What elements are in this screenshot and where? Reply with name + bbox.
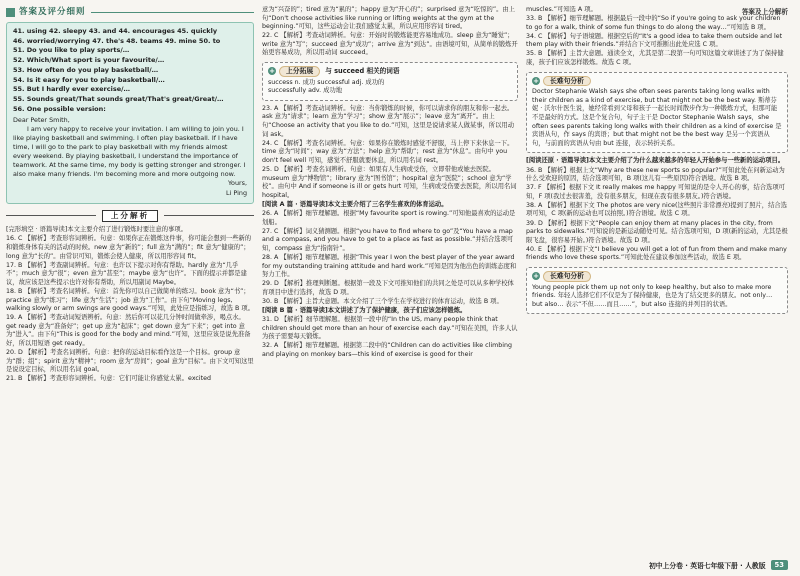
answer-line: 55. But I hardly ever exercise/… (13, 85, 130, 94)
long-sentence-box (526, 72, 788, 154)
analysis-item: 31. D 【解析】细节理解题。根据第一段中的“In the US, many people think that children should get more than an hour of exercise each day.”可知在美国，许多人认为孩子需要每天锻炼。 (262, 316, 518, 341)
analysis-item: 26. A 【解析】细节理解题。根据“My favourite sport is rowing.”可知他最喜欢的运动是划船。 (262, 209, 516, 226)
analysis-item: 34. C 【解析】句子语境题。根据空后的“It's a good idea to take them outside and let them play with their friends.”并结合下文可推断出此处应选 C 项。 (526, 32, 783, 49)
analysis-item: 32. A 【解析】细节理解题。根据第二段中的“Children can do activities like climbing and playing on monkey bars—this kind of exercise is good for their (262, 342, 513, 358)
plus-icon: + (269, 67, 275, 76)
analysis-item: 37. F 【解析】根据下文 It really makes me happy 可知说的是令人开心的事，结合选项可知，F 项(我过去很害羞，没有很多朋友，但现在我有很多朋友。)符合语境。 (526, 184, 785, 200)
analysis-item: 38. A 【解析】根据下文 The photos are very nice(这些照片非常漂亮)提到了照片，结合选项可知，C 项(新的运动也可以拍照。)符合语境。故选 C 项。 (526, 201, 787, 218)
answer-line: 51. Do you like to play sports/… (13, 46, 130, 55)
reading-intro: [阅读还原 · 语篇导读]本文主要介绍了为什么越来越多的年轻人开始参与一些新的运动项目。 (526, 157, 785, 165)
analysis-section-title: 上分解析 (102, 210, 158, 223)
analysis-item: [完形填空 · 语篇导读]本文主要介绍了进行锻炼时要注意的事项。 (6, 226, 187, 234)
plus-icon: + (533, 76, 539, 85)
answer-line: 56. One possible version: (13, 104, 106, 113)
analysis-item: 18. B 【解析】考查名词辨析。句意：首先你可以自己做简单的练习。book 意为“书”；practice 意为“练习”；life 意为“生活”；job 意为“工作”。由下句“Moving legs, walking slowly or arm swings are good ways.”可知，此处应是指练习，故选 B 项。 (6, 287, 254, 313)
reading-intro: [阅读 A 篇 · 语篇导读]本文主要介绍了三名学生喜欢的体育运动。 (262, 200, 448, 208)
tip-header (532, 76, 782, 87)
analysis-item: 意为“兴奋的”；tired 意为“累的”；happy 意为“开心的”；surprised 意为“吃惊的”。由上句“Don't choose activities like running or lifting weights at the gym at the beginning.”可知，这些运动会让我们感觉太累，所以应用形容词 tired。 (262, 6, 515, 31)
letter-body: I am very happy to receive your invitation. I am willing to join you. I like playing basketball and swimming. I often play basketball. If I have time, I will go to the park to play basketball with my friends almost every weekend. By playing basketball, I understand the importance of teamwork. At the same time, my body is getting stronger and stronger. I also make many friends. I'm becoming more and more outgoing now. (13, 124, 246, 179)
tip-title: 上分拓展 (279, 66, 320, 77)
divider (91, 12, 254, 13)
tip-header (532, 271, 782, 282)
analysis-item: 28. A 【解析】细节理解题。根据“This year I won the best player of the year award for my outstanding training attitude and hard work.”可知是因为他出色的训练态度和努力工作。 (262, 253, 517, 279)
letter-closing: Yours, (227, 179, 247, 188)
analysis-item: muscles.”可知选 A 项。 (526, 6, 597, 13)
section-marker-icon (6, 8, 15, 17)
answer-section-title: 答案及评分细则 (19, 7, 86, 18)
analysis-item: 25. D 【解析】考查名词辨析。句意：如果有人生病或受伤，立即带他或她去医院。museum 意为“博物馆”；library 意为“图书馆”；hospital 意为“医院”；school 意为“学校”。由句中 And if someone is ill or gets hurt 可知，生病或受伤要去医院，所以用名词 hospital。 (262, 166, 517, 199)
divider (6, 215, 96, 216)
tip-line: success n. 成功 successful adj. 成功的 (268, 78, 385, 86)
analysis-item: 22. C 【解析】考查动词辨析。句意：开始时的锻炼能更容易地成功。sleep 意为“睡觉”；write 意为“写”；succeed 意为“成功”；arrive 意为“到达”。由语境可知，从简单的锻炼开始更容易成功，所以用动词 succeed。 (262, 32, 518, 57)
analysis-item: 33. B 【解析】细节理解题。根据最后一段中的“So if you're going to ask your children to go for a walk, think of some fun things to do along the way…”可知选 B 项。 (526, 15, 781, 31)
analysis-item: 29. D 【解析】推理判断题。根据第一段及下文可推知他们的共同之处是可以从多种学校体育项目中进行选择，故选 D 项。 (262, 280, 514, 296)
tip-title: 长难句分析 (543, 76, 591, 87)
letter-greeting: Dear Peter Smith, (13, 115, 70, 124)
column-3 (526, 6, 788, 554)
analysis-item: 40. E 【解析】根据下文“I believe you will get a lot of fun from them and make many friends who love these sports.”可知此处在建议参加这些活动，故选 E 项。 (526, 245, 787, 262)
analysis-item: 27. C 【解析】词义猜测题。根据“you have to find where to go”及“You have a map and a compass, and you have to get to a place as fast as possible.”并结合选项可知，compass 意为“指南针”。 (262, 227, 514, 252)
answer-line: 46. worried/worrying 47. the's 48. teams 49. mine 50. to (13, 36, 221, 45)
tip-line: successfully adv. 成功地 (268, 87, 343, 95)
reading-intro: [阅读 B 篇 · 语篇导读]本文讲述了为了保护健康，孩子们应该怎样锻炼。 (262, 307, 467, 314)
tip-header (268, 66, 512, 77)
sample-letter (13, 116, 247, 198)
page-footer (649, 560, 788, 570)
answer-section-header (6, 6, 254, 19)
answer-line: 54. Is it easy for you to play basketball/… (13, 75, 165, 84)
plus-icon: + (533, 272, 539, 281)
answer-line: 52. Which/What sport is your favourite/… (13, 56, 165, 65)
analysis-item: 35. B 【解析】主旨大意题。通读全文，尤其是第二段第一句可知这篇文章讲述了为了保持健康，孩子们应该怎样锻炼。故选 C 项。 (526, 50, 784, 67)
divider (164, 215, 254, 216)
analysis-item: 24. C 【解析】考查名词辨析。句意：如果你在锻炼时感觉不舒服，马上停下来休息一下。time 意为“时间”；way 意为“方法”；help 意为“帮助”；rest 意为“休息”。由句中 you don't feel well 可知，感觉不舒服就要休息，所以用名词 rest。 (262, 139, 514, 164)
analysis-section-header (6, 210, 254, 223)
answer-line: 55. Sounds great/That sounds great/That's great/Great/… (13, 94, 224, 103)
extension-tip-box (262, 62, 518, 101)
analysis-item: 16. C 【解析】考查形容词辨析。句意：如果你正在锻炼这件事，你可能会想到一些新的和锻炼身体有关的活动的时候。new 意为“新的”；full 意为“满的”；fit 意为“健康的”；long 意为“长的”。由常识可知，锻炼会使人健康，所以用形容词 fit。 (6, 235, 252, 260)
tip-text: Young people pick them up not only to keep healthy, but also to make more friends. 年轻人选择它们不仅是为了保持健康，也是为了结交更多的朋友。not only… but also… 表示“不但……而且……”，but also 连接的并列目的状语。 (532, 283, 773, 308)
tip-title: 长难句分析 (543, 271, 591, 282)
answer-line: 41. using 42. sleepy 43. and 44. encourages 45. quickly (13, 27, 218, 35)
analysis-item: 19. A 【解析】考查动词短语辨析。句意：然后你可以花几分钟时间做牵涉，喝点水。get ready 意为“准备好”；get up 意为“起床”；get down 意为“下来”；get into 意为“进入”。由下句“This is good for the body and mind.”可知，这里应该是说先准备好，所以用短语 get ready。 (6, 314, 251, 347)
header-right: 答案及上分解析 (741, 8, 788, 16)
letter-signature: Li Ping (226, 188, 247, 197)
tip-text: Doctor Stephanie Walsh says she often sees parents taking long walks with their children as a kind of exercise, but that might not be the best way. 斯蒂芬妮 · 沃尔什医生说，她经常看到父母和孩子一起长时间散步作为一种锻炼方式，但那可能不是最好的方式。这是个复合句，句子主干是 Doctor Stephanie Walsh says，she often sees parents taking long walks with their children as a kind of exercise 是宾语从句，作 says 的宾语；but that might not be the best way 是另一个宾语从句，与前面的宾语从句由 but 连接，表示转折关系。 (532, 88, 782, 147)
footer-label: 初中上分卷 · 英语七年级下册 · 人教版 (648, 562, 766, 570)
column-2 (262, 6, 518, 554)
analysis-item: 39. D 【解析】根据下文“People can enjoy them at many places in the city, from parks to sidewalks.”可知说的是新运动随处可见。结合选项可知，D 项(新的运动，尤其是极限飞盘，很容易开始。)符合语境。故选 D 项。 (526, 219, 788, 244)
answer-box (6, 22, 254, 204)
analysis-item: 17. B 【解析】考查副词辨析。句意：也许以下提示对你有帮助。hardly 意为“几乎不”；much 意为“很”；even 意为“甚至”；maybe 意为“也许”。下面的提示并都是建议，故应该是这些提示也许对你有帮助，所以用副词 Maybe。 (6, 261, 247, 286)
tip-subtitle: 与 succeed 相关的词语 (325, 67, 400, 76)
analysis-item: 20. D 【解析】考查名词辨析。句意：把你的运动目标看作这是一个目标。group 意为“群；组”；spirit 意为“精神”；room 意为“房间”；goal 意为“目标”。由下文可知这里是说设定目标，所以用名词 goal。 (6, 349, 254, 374)
analysis-item: 36. B 【解析】根据上文“Why are these new sports so popular?”可知此处在问新运动为什么受欢迎的原因，结合选项可知，B 项(这儿有一些原因)符合语境。故选 B 项。 (526, 166, 785, 183)
answer-line: 53. How often do you play basketball/… (13, 65, 159, 74)
page-number: 53 (771, 560, 788, 570)
analysis-item: 21. B 【解析】考查形容词辨析。句意：它们可能让你感觉太累。excited (6, 375, 211, 383)
analysis-item: 23. A 【解析】考查动词辨析。句意：当你锻炼的时候，你可以请求你的朋友和你一起去。ask 意为“请求”；learn 意为“学习”；show 意为“展示”；leave 意为“离开”。由上句“Choose an activity that you like to do.”可知，这里是说请求某人做某事，所以用动词 ask。 (262, 104, 514, 138)
column-1 (6, 6, 254, 554)
long-sentence-box (526, 267, 788, 314)
analysis-item: 30. B 【解析】主旨大意题。本文介绍了三个学生在学校进行的体育运动，故选 B 项。 (262, 297, 503, 305)
